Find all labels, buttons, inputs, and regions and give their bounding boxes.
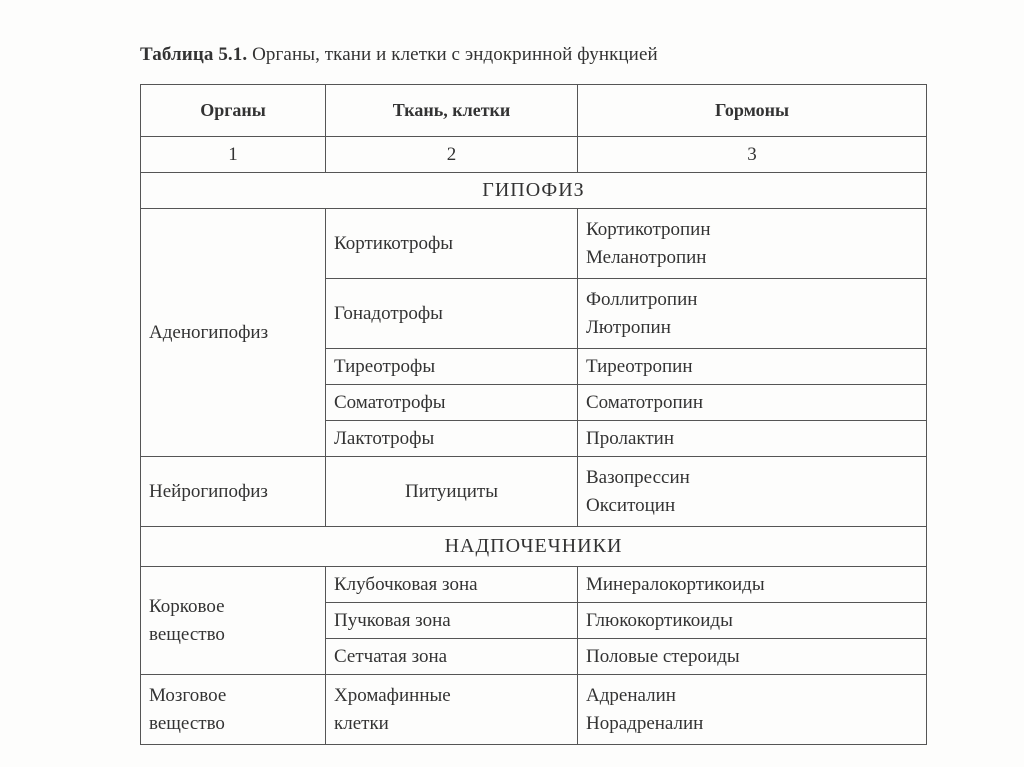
hormones-cell	[578, 209, 927, 279]
organ-name-line: вещество	[149, 623, 225, 645]
tissue-cell: Клубочковая зона	[326, 567, 578, 603]
hormone-name: Адреналин	[586, 684, 676, 706]
column-number-2: 2	[326, 137, 578, 173]
column-number-row	[141, 137, 927, 173]
hormone-name: Лютропин	[586, 316, 671, 338]
organ-cell: Аденогипофиз	[141, 209, 326, 457]
tissue-cell: Питуициты	[326, 457, 578, 527]
caption-number: Таблица 5.1.	[140, 44, 248, 65]
tissue-cell: Кортикотрофы	[326, 209, 578, 279]
organ-cell	[141, 675, 326, 745]
endocrine-table	[140, 84, 927, 745]
hormone-name: Вазопрессин	[586, 466, 690, 488]
table-row	[141, 675, 927, 745]
hormone-name: Меланотропин	[586, 246, 707, 268]
section-title-pituitary: ГИПОФИЗ	[141, 173, 927, 209]
hormones-cell: Половые стероиды	[578, 639, 927, 675]
table-caption	[140, 44, 658, 66]
hormone-name: Кортикотропин	[586, 218, 711, 240]
hormones-cell	[578, 279, 927, 349]
hormones-cell: Минералокортикоиды	[578, 567, 927, 603]
header-hormones: Гормоны	[578, 85, 927, 137]
table-row	[141, 209, 927, 279]
tissue-cell: Лактотрофы	[326, 421, 578, 457]
header-organs: Органы	[141, 85, 326, 137]
column-number-1: 1	[141, 137, 326, 173]
hormone-name: Норадреналин	[586, 712, 704, 734]
section-row	[141, 527, 927, 567]
section-title-adrenal: НАДПОЧЕЧНИКИ	[141, 527, 927, 567]
tissue-name-line: клетки	[334, 712, 389, 734]
table-row	[141, 567, 927, 603]
organ-name-line: Мозговое	[149, 684, 227, 706]
hormone-name: Фоллитропин	[586, 288, 698, 310]
caption-text: Органы, ткани и клетки с эндокринной функцией	[252, 44, 658, 65]
tissue-cell	[326, 675, 578, 745]
tissue-name-line: Хромафинные	[334, 684, 451, 706]
tissue-cell: Сетчатая зона	[326, 639, 578, 675]
hormones-cell: Соматотропин	[578, 385, 927, 421]
hormones-cell	[578, 675, 927, 745]
hormones-cell: Тиреотропин	[578, 349, 927, 385]
organ-name-line: вещество	[149, 712, 225, 734]
organ-cell: Нейрогипофиз	[141, 457, 326, 527]
header-tissue: Ткань, клетки	[326, 85, 578, 137]
organ-cell	[141, 567, 326, 675]
tissue-cell: Гонадотрофы	[326, 279, 578, 349]
section-row	[141, 173, 927, 209]
hormones-cell: Глюкокортикоиды	[578, 603, 927, 639]
column-number-3: 3	[578, 137, 927, 173]
hormone-name: Окситоцин	[586, 494, 676, 516]
tissue-cell: Тиреотрофы	[326, 349, 578, 385]
tissue-cell: Пучковая зона	[326, 603, 578, 639]
hormones-cell: Пролактин	[578, 421, 927, 457]
tissue-cell: Соматотрофы	[326, 385, 578, 421]
table-row	[141, 457, 927, 527]
header-row	[141, 85, 927, 137]
hormones-cell	[578, 457, 927, 527]
organ-name-line: Корковое	[149, 595, 225, 617]
